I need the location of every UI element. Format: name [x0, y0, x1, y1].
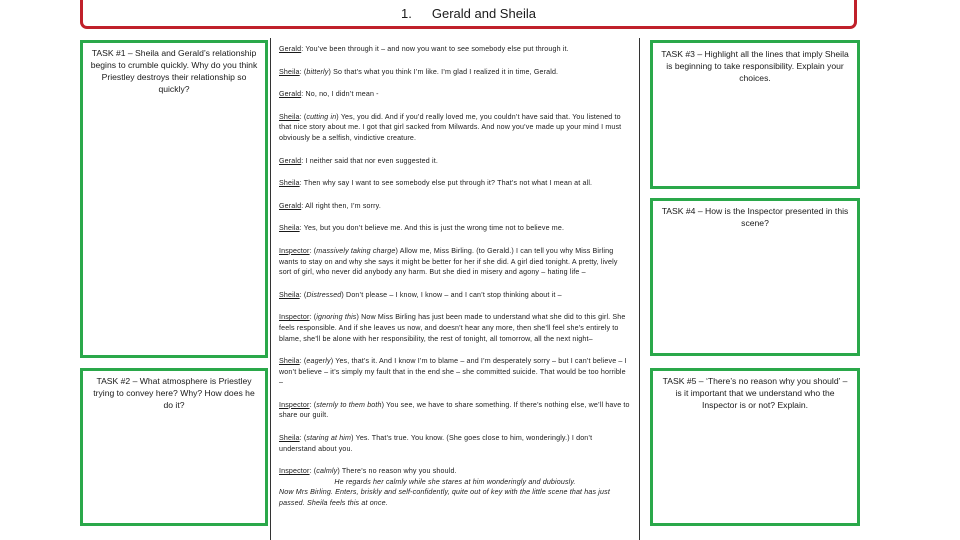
- script-line: Sheila: Then why say I want to see somebody else put through it? That’s not what I mean at all.: [279, 179, 593, 188]
- stage-direction: calmly: [316, 467, 338, 476]
- stage-direction: cutting in: [306, 112, 337, 121]
- dialogue-text: No, no, I didn’t mean -: [305, 90, 379, 99]
- script-line: Sheila: (Distressed) Don’t please – I know, I know – and I can’t stop thinking about it –: [279, 290, 562, 299]
- script-line: Inspector: (ignoring this) Now Miss Birling has just been made to understand what she did to this girl. She feels responsible. And if she leaves us now, and doesn’t hear any more, then she’ll feel she’s entirely to blame, she’ll be alone with her responsibility, the rest of tonight, all tomorrow, all the next night–: [279, 313, 626, 343]
- dialogue-text: I neither said that nor even suggested it.: [305, 156, 438, 165]
- stage-direction: bitterly: [306, 67, 329, 76]
- page-title: Gerald and Sheila: [431, 5, 536, 21]
- task-2-box: [80, 368, 268, 526]
- speaker-name: Gerald: [279, 156, 302, 165]
- script-line: Sheila: (staring at him) Yes. That’s true. You know. (She goes close to him, wonderingly.) I don’t understand about you.: [279, 434, 593, 453]
- dialogue-text: There’s no reason why you should.: [341, 467, 457, 476]
- speaker-name: Sheila: [279, 179, 300, 188]
- script-line: Sheila: Yes, but you don’t believe me. And this is just the wrong time not to believe me.: [279, 224, 565, 233]
- script-line: Gerald: I neither said that nor even suggested it.: [279, 156, 438, 165]
- stage-direction: massively taking charge: [316, 246, 396, 255]
- task-4-box: [650, 198, 860, 356]
- title-number: 1.: [401, 5, 412, 21]
- dialogue-text: Don’t please – I know, I know – and I can’t stop thinking about it –: [346, 290, 562, 299]
- stage-direction: ignoring this: [316, 313, 357, 322]
- dialogue-text: Yes. That’s true. You know. (She goes close to him, wonderingly.) I don’t understand about you.: [279, 434, 593, 453]
- title-bar: [80, 0, 857, 29]
- task-5-text: TASK #5 – ‘There’s no reason why you should’ – is it important that we understand who the Inspector is or not? Explain.: [662, 376, 848, 410]
- script-line: Sheila: (cutting in) Yes, you did. And if you’d really loved me, you couldn’t have said that. You listened to that nice story about me. I got that girl sacked from Milwards. And now you’ve made up your mind I must obviously be a selfish, vindictive creature.: [279, 112, 622, 142]
- play-extract: [270, 38, 640, 540]
- speaker-name: Gerald: [279, 45, 302, 53]
- speaker-name: Inspector: [279, 313, 310, 322]
- script-line: Gerald: You’ve been through it – and now you want to see somebody else put through it.: [279, 45, 569, 53]
- task-5-box: [650, 368, 860, 526]
- speaker-name: Gerald: [279, 90, 302, 99]
- dialogue-text: All right then, I’m sorry.: [305, 201, 381, 210]
- script-line: Inspector: (massively taking charge) Allow me, Miss Birling. (to Gerald.) I can tell you why Miss Birling wants to stay on and why she says it might be better for her if she did. A girl died tonight. A pretty, lively sort of girl, who never did anybody any harm. But she died in misery and agony – hating life –: [279, 246, 618, 277]
- script-line: Gerald: No, no, I didn’t mean -: [279, 90, 379, 99]
- stage-direction-block: Now Mrs Birling. Enters, briskly and self-confidently, quite out of key with the little scene that has just passed. Sheila feels this at once.: [279, 488, 610, 508]
- dialogue-text: So that’s what you think I’m like. I’m glad I realized it in time, Gerald.: [333, 67, 559, 76]
- speaker-name: Sheila: [279, 224, 300, 233]
- stage-direction: Distressed: [306, 290, 342, 299]
- script-line: Sheila: (eagerly) Yes, that’s it. And I know I’m to blame – and I’m desperately sorry – but I can’t believe – I won’t believe – it’s simply my fault that in the end she – she committed suicide. That would be too horrible –: [279, 357, 627, 387]
- stage-direction-block: He regards her calmly while she stares at him wonderingly and dubiously.: [334, 477, 576, 486]
- stage-direction: sternly to them both: [316, 400, 382, 409]
- task-1-box: [80, 40, 268, 358]
- speaker-name: Gerald: [279, 201, 302, 210]
- speaker-name: Sheila: [279, 112, 300, 121]
- speaker-name: Sheila: [279, 357, 300, 366]
- stage-direction: staring at him: [306, 434, 352, 443]
- speaker-name: Sheila: [279, 434, 300, 443]
- dialogue-text: Yes, that’s it. And I know I’m to blame – and I’m desperately sorry – but I can’t believe – I won’t believe – it’s simply my fault that in the end she – she committed suicide. That would be too horrible –: [279, 357, 627, 387]
- script-line: Inspector: (calmly) There’s no reason why you should.: [279, 467, 457, 476]
- script-line: Gerald: All right then, I’m sorry.: [279, 201, 381, 210]
- task-1-text: TASK #1 – Sheila and Gerald’s relationship begins to crumble quickly. Why do you think Priestley destroys their relationship so quickly?: [90, 48, 258, 94]
- dialogue-text: Then why say I want to see somebody else put through it? That’s not what I mean at all.: [303, 179, 593, 188]
- speaker-name: Sheila: [279, 290, 300, 299]
- dialogue-text: You’ve been through it – and now you want to see somebody else put through it.: [305, 45, 569, 53]
- stage-direction: eagerly: [306, 357, 331, 366]
- task-4-text: TASK #4 – How is the Inspector presented in this scene?: [661, 206, 849, 228]
- dialogue-text: You see, we have to share something. If there’s nothing else, we’ll have to share our guilt.: [279, 400, 630, 420]
- speaker-name: Inspector: [279, 467, 310, 476]
- speaker-name: Sheila: [279, 67, 300, 76]
- speaker-name: Inspector: [279, 400, 310, 409]
- dialogue-text: Now Miss Birling has just been made to understand what she did to this girl. She feels responsible. And if she leaves us now, and doesn’t hear any more, then she’ll feel she’s entirely to blame, she’ll be alone with her responsibility, the rest of tonight, all tomorrow, all the next night–: [279, 313, 626, 343]
- task-2-text: TASK #2 – What atmosphere is Priestley trying to convey here? Why? How does he do it?: [93, 376, 255, 410]
- dialogue-text: Yes, but you don’t believe me. And this is just the wrong time not to believe me.: [303, 224, 565, 233]
- dialogue-text: Yes, you did. And if you’d really loved me, you couldn’t have said that. You listened to that nice story about me. I got that girl sacked from Milwards. And now you’ve made up your mind I must obviously be a selfish, vindictive creature.: [279, 112, 622, 142]
- script-line: Inspector: (sternly to them both) You see, we have to share something. If there’s nothing else, we’ll have to share our guilt.: [279, 400, 630, 420]
- script-line: Sheila: (bitterly) So that’s what you think I’m like. I’m glad I realized it in time, Gerald.: [279, 67, 559, 76]
- speaker-name: Inspector: [279, 246, 310, 255]
- task-3-box: [650, 40, 860, 189]
- dialogue-text: Allow me, Miss Birling. (to Gerald.) I can tell you why Miss Birling wants to stay on and why she says it might be better for her if she did. A girl died tonight. A pretty, lively sort of girl, who never did anybody any harm. But she died in misery and agony – hating life –: [279, 246, 618, 277]
- task-3-text: TASK #3 – Highlight all the lines that imply Sheila is beginning to take responsibility. Explain your choices.: [661, 49, 849, 83]
